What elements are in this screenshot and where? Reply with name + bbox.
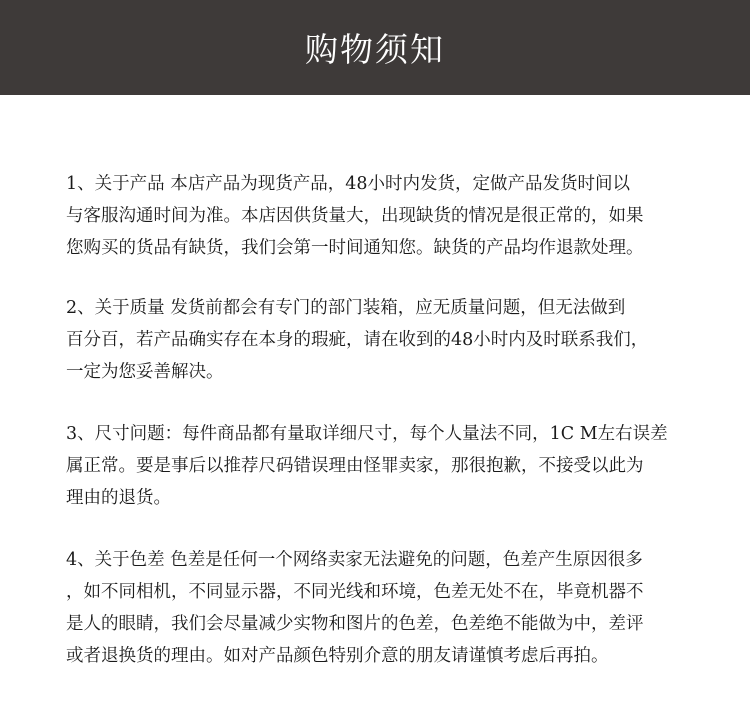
text-line: 2、关于质量 发货前都会有专门的部门装箱，应无质量问题，但无法做到 <box>66 298 626 318</box>
section-color <box>66 544 706 672</box>
page-title: 购物须知 <box>305 30 445 69</box>
text-line: 理由的退货。 <box>66 488 171 508</box>
text-line: 4、关于色差 色差是任何一个网络卖家无法避免的问题，色差产生原因很多 <box>66 550 643 570</box>
text-line: 属正常。要是事后以推荐尺码错误理由怪罪卖家，那很抱歉，不接受以此为 <box>66 456 644 476</box>
text-line: 与客服沟通时间为准。本店因供货量大，出现缺货的情况是很正常的，如果 <box>66 206 644 226</box>
section-size <box>66 418 706 514</box>
text-line: 百分百，若产品确实存在本身的瑕疵，请在收到的48小时内及时联系我们， <box>66 330 649 350</box>
section-quality <box>66 292 706 388</box>
text-line: 您购买的货品有缺货，我们会第一时间通知您。缺货的产品均作退款处理。 <box>66 238 644 258</box>
text-line: 或者退换货的理由。如对产品颜色特别介意的朋友请谨慎考虑后再拍。 <box>66 646 609 666</box>
text-line: 3、尺寸问题：每件商品都有量取详细尺寸，每个人量法不同，1C M左右误差 <box>66 424 668 444</box>
text-line: 是人的眼睛，我们会尽量减少实物和图片的色差，色差绝不能做为中，差评 <box>66 614 644 634</box>
text-line: 一定为您妥善解决。 <box>66 362 224 382</box>
text-line: ，如不同相机，不同显示器，不同光线和环境，色差无处不在，毕竟机器不 <box>66 582 644 602</box>
text-line: 1、关于产品 本店产品为现货产品，48小时内发货，定做产品发货时间以 <box>66 174 630 194</box>
section-product <box>66 168 706 264</box>
